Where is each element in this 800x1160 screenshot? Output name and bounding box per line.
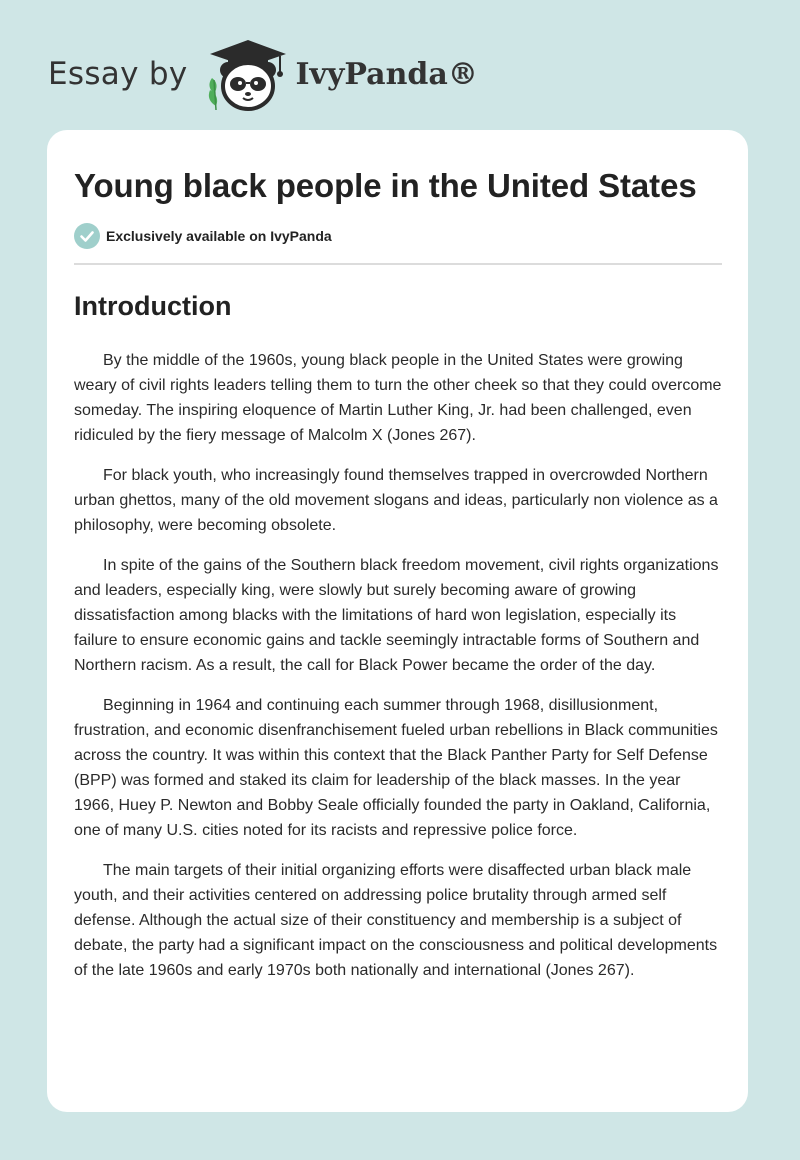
essay-by-label: Essay by [48,56,188,92]
paragraph: The main targets of their initial organizing efforts were disaffected urban black male youth, and their activities centered on addressing police brutality through armed self defense. Although the actual size of their constituency and membership is a subject of debate, the party had a significant impact on the consciousness and political developments of the late 1960s and early 1970s both nationally and international (Jones 267). [74,862,718,979]
paragraph: In spite of the gains of the Southern black freedom movement, civil rights organizations and leaders, especially king, were slowly but surely becoming aware of growing dissatisfaction among blacks with the limitations of hard won legislation, especially its failure to ensure economic gains and tackle seemingly intractable forms of Southern and Northern racism. As a result, the call for Black Power became the order of the day. [74,557,719,674]
paragraph: By the middle of the 1960s, young black people in the United States were growing weary of civil rights leaders telling them to turn the other cheek so that they could overcome someday. The inspiring eloquence of Martin Luther King, Jr. had been challenged, even ridiculed by the fiery message of Malcolm X (Jones 267). [74,352,722,444]
badge-label: Exclusively available on IvyPanda [106,228,332,244]
page-title: Young black people in the United States [74,167,697,204]
paragraph: Beginning in 1964 and continuing each summer through 1968, disillusionment, frustration, and economic disenfranchisement fueled urban rebellions in Black communities across the country. It was within this context that the Black Panther Party for Self Defense (BPP) was formed and staked its claim for leadership of the black masses. In the year 1966, Huey P. Newton and Bobby Seale officially founded the party in Oakland, California, one of many U.S. cities noted for its racists and repressive police force. [74,697,718,839]
site-header [48,34,478,114]
panda-logo-icon[interactable] [202,34,294,114]
exclusive-badge [74,223,722,265]
essay-card [47,130,748,1112]
check-circle-icon [74,223,100,249]
brand-name[interactable]: IvyPanda® [295,56,478,92]
essay-body [74,348,722,983]
paragraph: For black youth, who increasingly found themselves trapped in overcrowded Northern urban ghettos, many of the old movement slogans and ideas, particularly non violence as a philosophy, were becoming obsolete. [74,467,718,534]
section-heading: Introduction [74,291,232,321]
